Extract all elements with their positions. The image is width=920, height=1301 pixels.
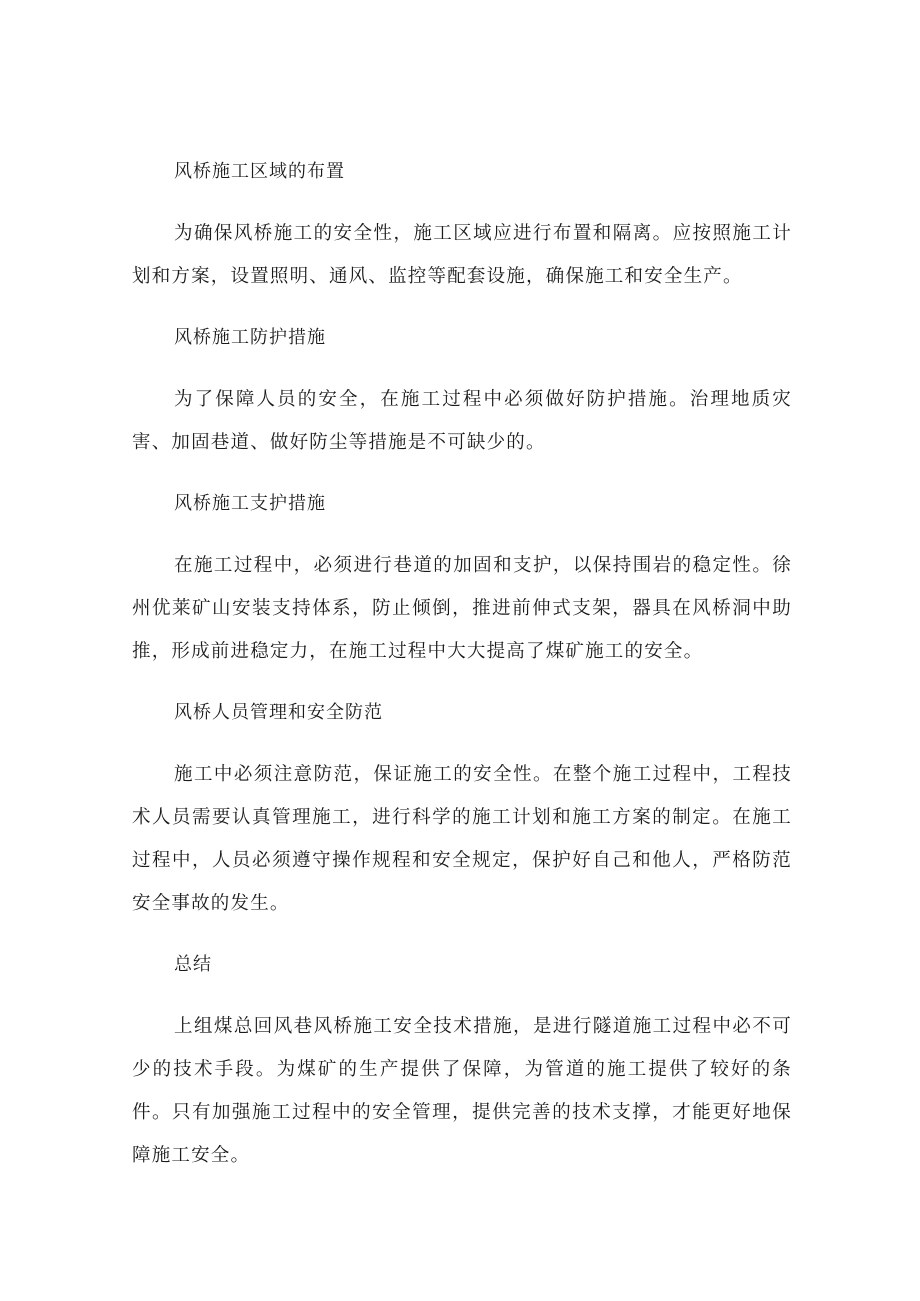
section-heading-layout: 风桥施工区域的布置 bbox=[174, 161, 345, 182]
section-heading-personnel: 风桥人员管理和安全防范 bbox=[174, 702, 383, 723]
section-paragraph-protection: 为了保障人员的安全，在施工过程中必须做好防护措施。治理地质灾害、加固巷道、做好防尘等措施是不可缺少的。 bbox=[132, 389, 792, 453]
section-paragraph-personnel: 施工中必须注意防范，保证施工的安全性。在整个施工过程中，工程技术人员需要认真管理施工，进行科学的施工计划和施工方案的制定。在施工过程中，人员必须遵守操作规程和安全规定，保护好自己和他人，严格防范安全事故的发生。 bbox=[132, 764, 792, 914]
section-heading-summary: 总结 bbox=[174, 954, 212, 975]
section-heading-support: 风桥施工支护措施 bbox=[174, 493, 326, 514]
section-heading-protection: 风桥施工防护措施 bbox=[174, 327, 326, 348]
section-paragraph-layout: 为确保风桥施工的安全性，施工区域应进行布置和隔离。应按照施工计划和方案，设置照明、通风、监控等配套设施，确保施工和安全生产。 bbox=[132, 223, 792, 287]
document-body bbox=[132, 150, 792, 1195]
section-paragraph-support: 在施工过程中，必须进行巷道的加固和支护，以保持围岩的稳定性。徐州优莱矿山安装支持体系，防止倾倒，推进前伸式支架，器具在风桥洞中助推，形成前进稳定力，在施工过程中大大提高了煤矿施工的安全。 bbox=[132, 555, 792, 662]
section-paragraph-summary: 上组煤总回风巷风桥施工安全技术措施，是进行隧道施工过程中必不可少的技术手段。为煤矿的生产提供了保障，为管道的施工提供了较好的条件。只有加强施工过程中的安全管理，提供完善的技术支撑，才能更好地保障施工安全。 bbox=[132, 1016, 792, 1166]
